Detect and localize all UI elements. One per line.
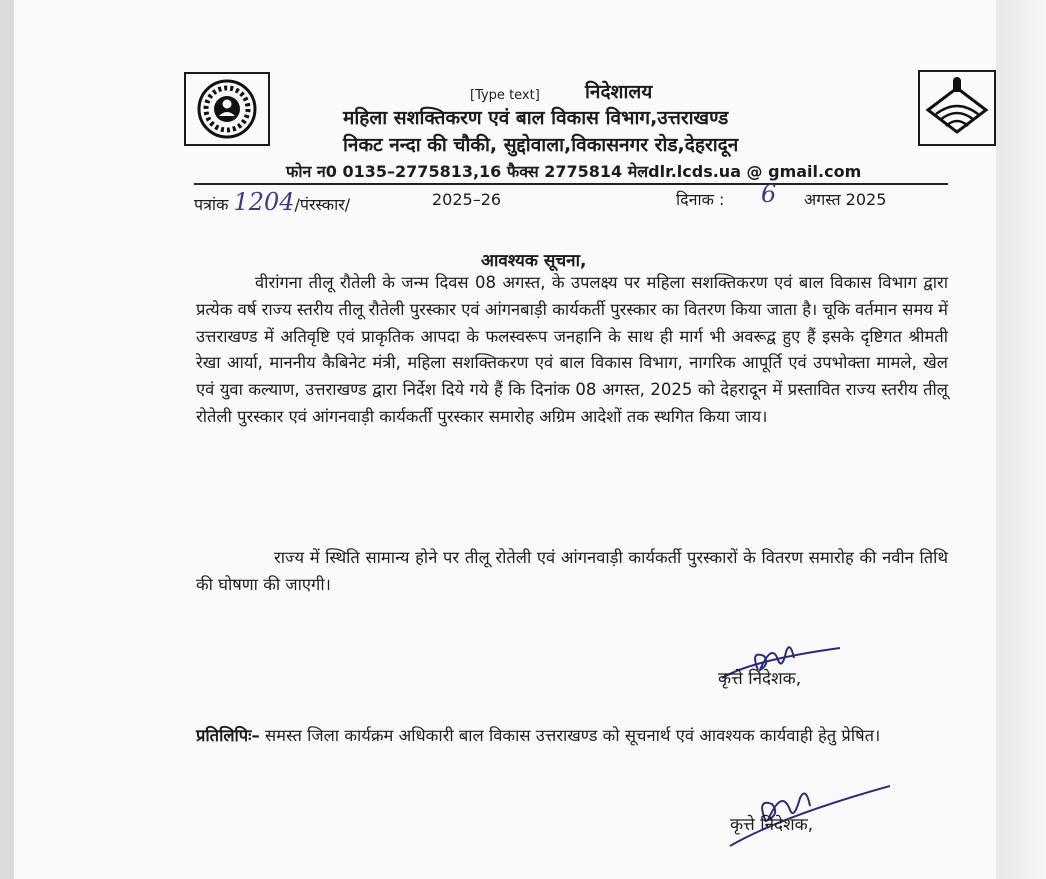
department-emblem-logo xyxy=(184,72,270,146)
copy-to-text: समस्त जिला कार्यक्रम अधिकारी बाल विकास उत्तराखण्ड को सूचनार्थ एवं आवश्यक कार्यवाही हेतु प्रेषित। xyxy=(259,726,881,745)
date-label: दिनाक : xyxy=(676,190,725,209)
office-address: निकट नन्दा की चौकी, सुद्दोवाला,विकासनगर रोड,देहरादून xyxy=(343,134,739,156)
department-name: महिला सशक्तिकरण एवं बाल विकास विभाग,उत्तराखण्ड xyxy=(343,107,729,129)
directorate-title: निदेशालय xyxy=(585,81,653,103)
signoff-director-2: कृत्ते निदेशक, xyxy=(730,815,814,835)
page-edge-shadow xyxy=(996,0,1046,879)
copy-to xyxy=(196,722,948,750)
notice-paragraph-1: वीरांगना तीलू रौतेली के जन्म दिवस 08 अगस्त, के उपलक्ष्य पर महिला सशक्तिकरण एवं बाल विकास विभाग द्वारा प्रत्येक वर्ष राज्य स्तरीय तीलू रौतेली पुरस्कार एवं आंगनबाड़ी कार्यकर्ती पुरस्कार का वितरण किया जाता है। चूकि वर्तमान समय में उत्तराखण्ड में अतिवृष्टि एवं प्राकृतिक आपदा के फलस्वरूप जनहानि के साथ ही मार्ग भी अवरूद्व हुए हैं इसके दृष्टिगत श्रीमती रेखा आर्या, माननीय कैबिनेट मंत्री, महिला सशक्तिकरण एवं बाल विकास विभाग, नागरिक आपूर्ति एवं उपभोक्ता मामले, खेल एवं युवा कल्याण, उत्तराखण्ड द्वारा निर्देश दिये गये हैं कि दिनांक 08 अगस्त, 2025 को देहरादून में प्रस्तावित राज्य स्तरीय तीलू रोतेली पुरस्कार एवं आंगनवाड़ी कार्यकर्ती पुरस्कार समारोह अग्रिम आदेशों तक स्थगित किया जाय। xyxy=(196,273,948,426)
reference-mid: /पंरस्कार/ xyxy=(294,195,351,214)
date-month-year: अगस्त 2025 xyxy=(804,190,887,209)
notice-paragraph-2: राज्य में स्थिति सामान्य होने पर तीलू रोतेली एवं आंगनवाड़ी कार्यकर्ती पुरस्कारों के वितरण समारोह की नवीन तिथि की घोषणा की जाएगी। xyxy=(196,548,948,594)
contact-line: फोन न0 0135–2775813,16 फैक्स 2775814 मेलdlr.lcds.ua @ gmail.com xyxy=(286,162,862,181)
reference-number xyxy=(194,188,350,216)
reference-label: पत्रांक xyxy=(194,195,229,214)
handwritten-reference-number: 1204 xyxy=(233,188,295,216)
reference-year: 2025–26 xyxy=(432,190,502,209)
copy-to-label: प्रतिलिपिः– xyxy=(196,726,260,745)
notice-heading: आवश्यक सूचना, xyxy=(481,251,587,271)
uttarakhand-state-emblem-logo xyxy=(918,70,996,146)
header-divider xyxy=(194,183,948,185)
handwritten-date: 6 xyxy=(761,180,777,208)
signoff-director-1: कृत्ते निदेशक, xyxy=(718,669,802,689)
type-text-placeholder: [Type text] xyxy=(470,88,540,103)
